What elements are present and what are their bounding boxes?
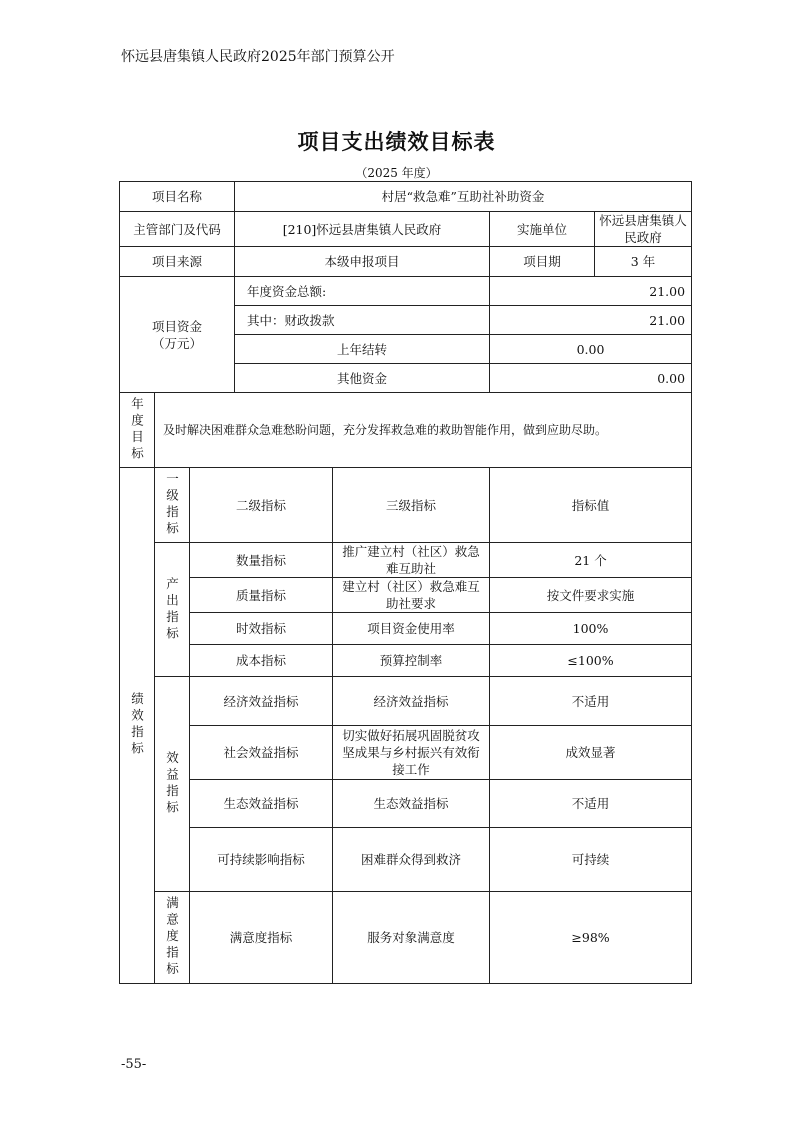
unit-label: 实施单位	[490, 212, 595, 247]
indicator-value: 按文件要求实施	[490, 578, 692, 613]
annual-goal-label: 年度目标	[120, 393, 155, 468]
level2-header: 二级指标	[190, 468, 333, 543]
fiscal-year: （2025 年度）	[355, 166, 438, 180]
indicator-value: 成效显著	[490, 726, 692, 780]
source-value: 本级申报项目	[235, 247, 490, 277]
indicator-level2: 数量指标	[190, 543, 333, 578]
funds-label: 项目资金 （万元）	[120, 277, 235, 393]
period-label: 项目期	[490, 247, 595, 277]
funds-fiscal-value: 21.00	[490, 306, 692, 335]
indicator-level2: 经济效益指标	[190, 677, 333, 726]
annual-goal-text: 及时解决困难群众急难愁盼问题，充分发挥救急难的救助智能作用，做到应助尽助。	[155, 393, 692, 468]
performance-table	[119, 181, 692, 984]
funds-other-label: 其他资金	[235, 364, 490, 393]
value-header: 指标值	[490, 468, 692, 543]
indicator-value: 21 个	[490, 543, 692, 578]
indicator-value: 可持续	[490, 828, 692, 892]
funds-carryover-value: 0.00	[490, 335, 692, 364]
project-name: 村居“救急难”互助社补助资金	[235, 182, 692, 212]
level3-header: 三级指标	[333, 468, 490, 543]
funds-other-value: 0.00	[490, 364, 692, 393]
satisfaction-indicators-label: 满意度指标	[155, 892, 190, 984]
indicator-level2: 时效指标	[190, 613, 333, 645]
indicator-level3: 服务对象满意度	[333, 892, 490, 984]
indicator-level3: 切实做好拓展巩固脱贫攻坚成果与乡村振兴有效衔接工作	[333, 726, 490, 780]
indicator-level3: 困难群众得到救济	[333, 828, 490, 892]
indicator-level2: 成本指标	[190, 645, 333, 677]
dept-value: [210]怀远县唐集镇人民政府	[235, 212, 490, 247]
indicator-level3: 推广建立村（社区）救急难互助社	[333, 543, 490, 578]
dept-label: 主管部门及代码	[120, 212, 235, 247]
indicator-level3: 建立村（社区）救急难互助社要求	[333, 578, 490, 613]
level1-header: 一级指标	[155, 468, 190, 543]
page-number: -55-	[121, 1057, 147, 1072]
performance-indicators-label: 绩效指标	[120, 468, 155, 984]
indicator-level2: 可持续影响指标	[190, 828, 333, 892]
unit-value: 怀远县唐集镇人民政府	[595, 212, 692, 247]
indicator-level3: 经济效益指标	[333, 677, 490, 726]
project-name-label: 项目名称	[120, 182, 235, 212]
indicator-value: 不适用	[490, 677, 692, 726]
period-value: 3 年	[595, 247, 692, 277]
funds-fiscal-label: 其中：财政拨款	[235, 306, 490, 335]
benefit-indicators-label: 效益指标	[155, 677, 190, 892]
document-header: 怀远县唐集镇人民政府2025年部门预算公开	[121, 49, 395, 65]
funds-carryover-label: 上年结转	[235, 335, 490, 364]
indicator-value: ≥98%	[490, 892, 692, 984]
indicator-level2: 生态效益指标	[190, 780, 333, 828]
indicator-level2: 质量指标	[190, 578, 333, 613]
page-title: 项目支出绩效目标表	[297, 129, 496, 154]
output-indicators-label: 产出指标	[155, 543, 190, 677]
funds-total-label: 年度资金总额:	[235, 277, 490, 306]
indicator-value: ≤100%	[490, 645, 692, 677]
source-label: 项目来源	[120, 247, 235, 277]
indicator-level3: 预算控制率	[333, 645, 490, 677]
indicator-value: 不适用	[490, 780, 692, 828]
indicator-value: 100%	[490, 613, 692, 645]
funds-total-value: 21.00	[490, 277, 692, 306]
indicator-level3: 项目资金使用率	[333, 613, 490, 645]
indicator-level2: 满意度指标	[190, 892, 333, 984]
indicator-level2: 社会效益指标	[190, 726, 333, 780]
indicator-level3: 生态效益指标	[333, 780, 490, 828]
